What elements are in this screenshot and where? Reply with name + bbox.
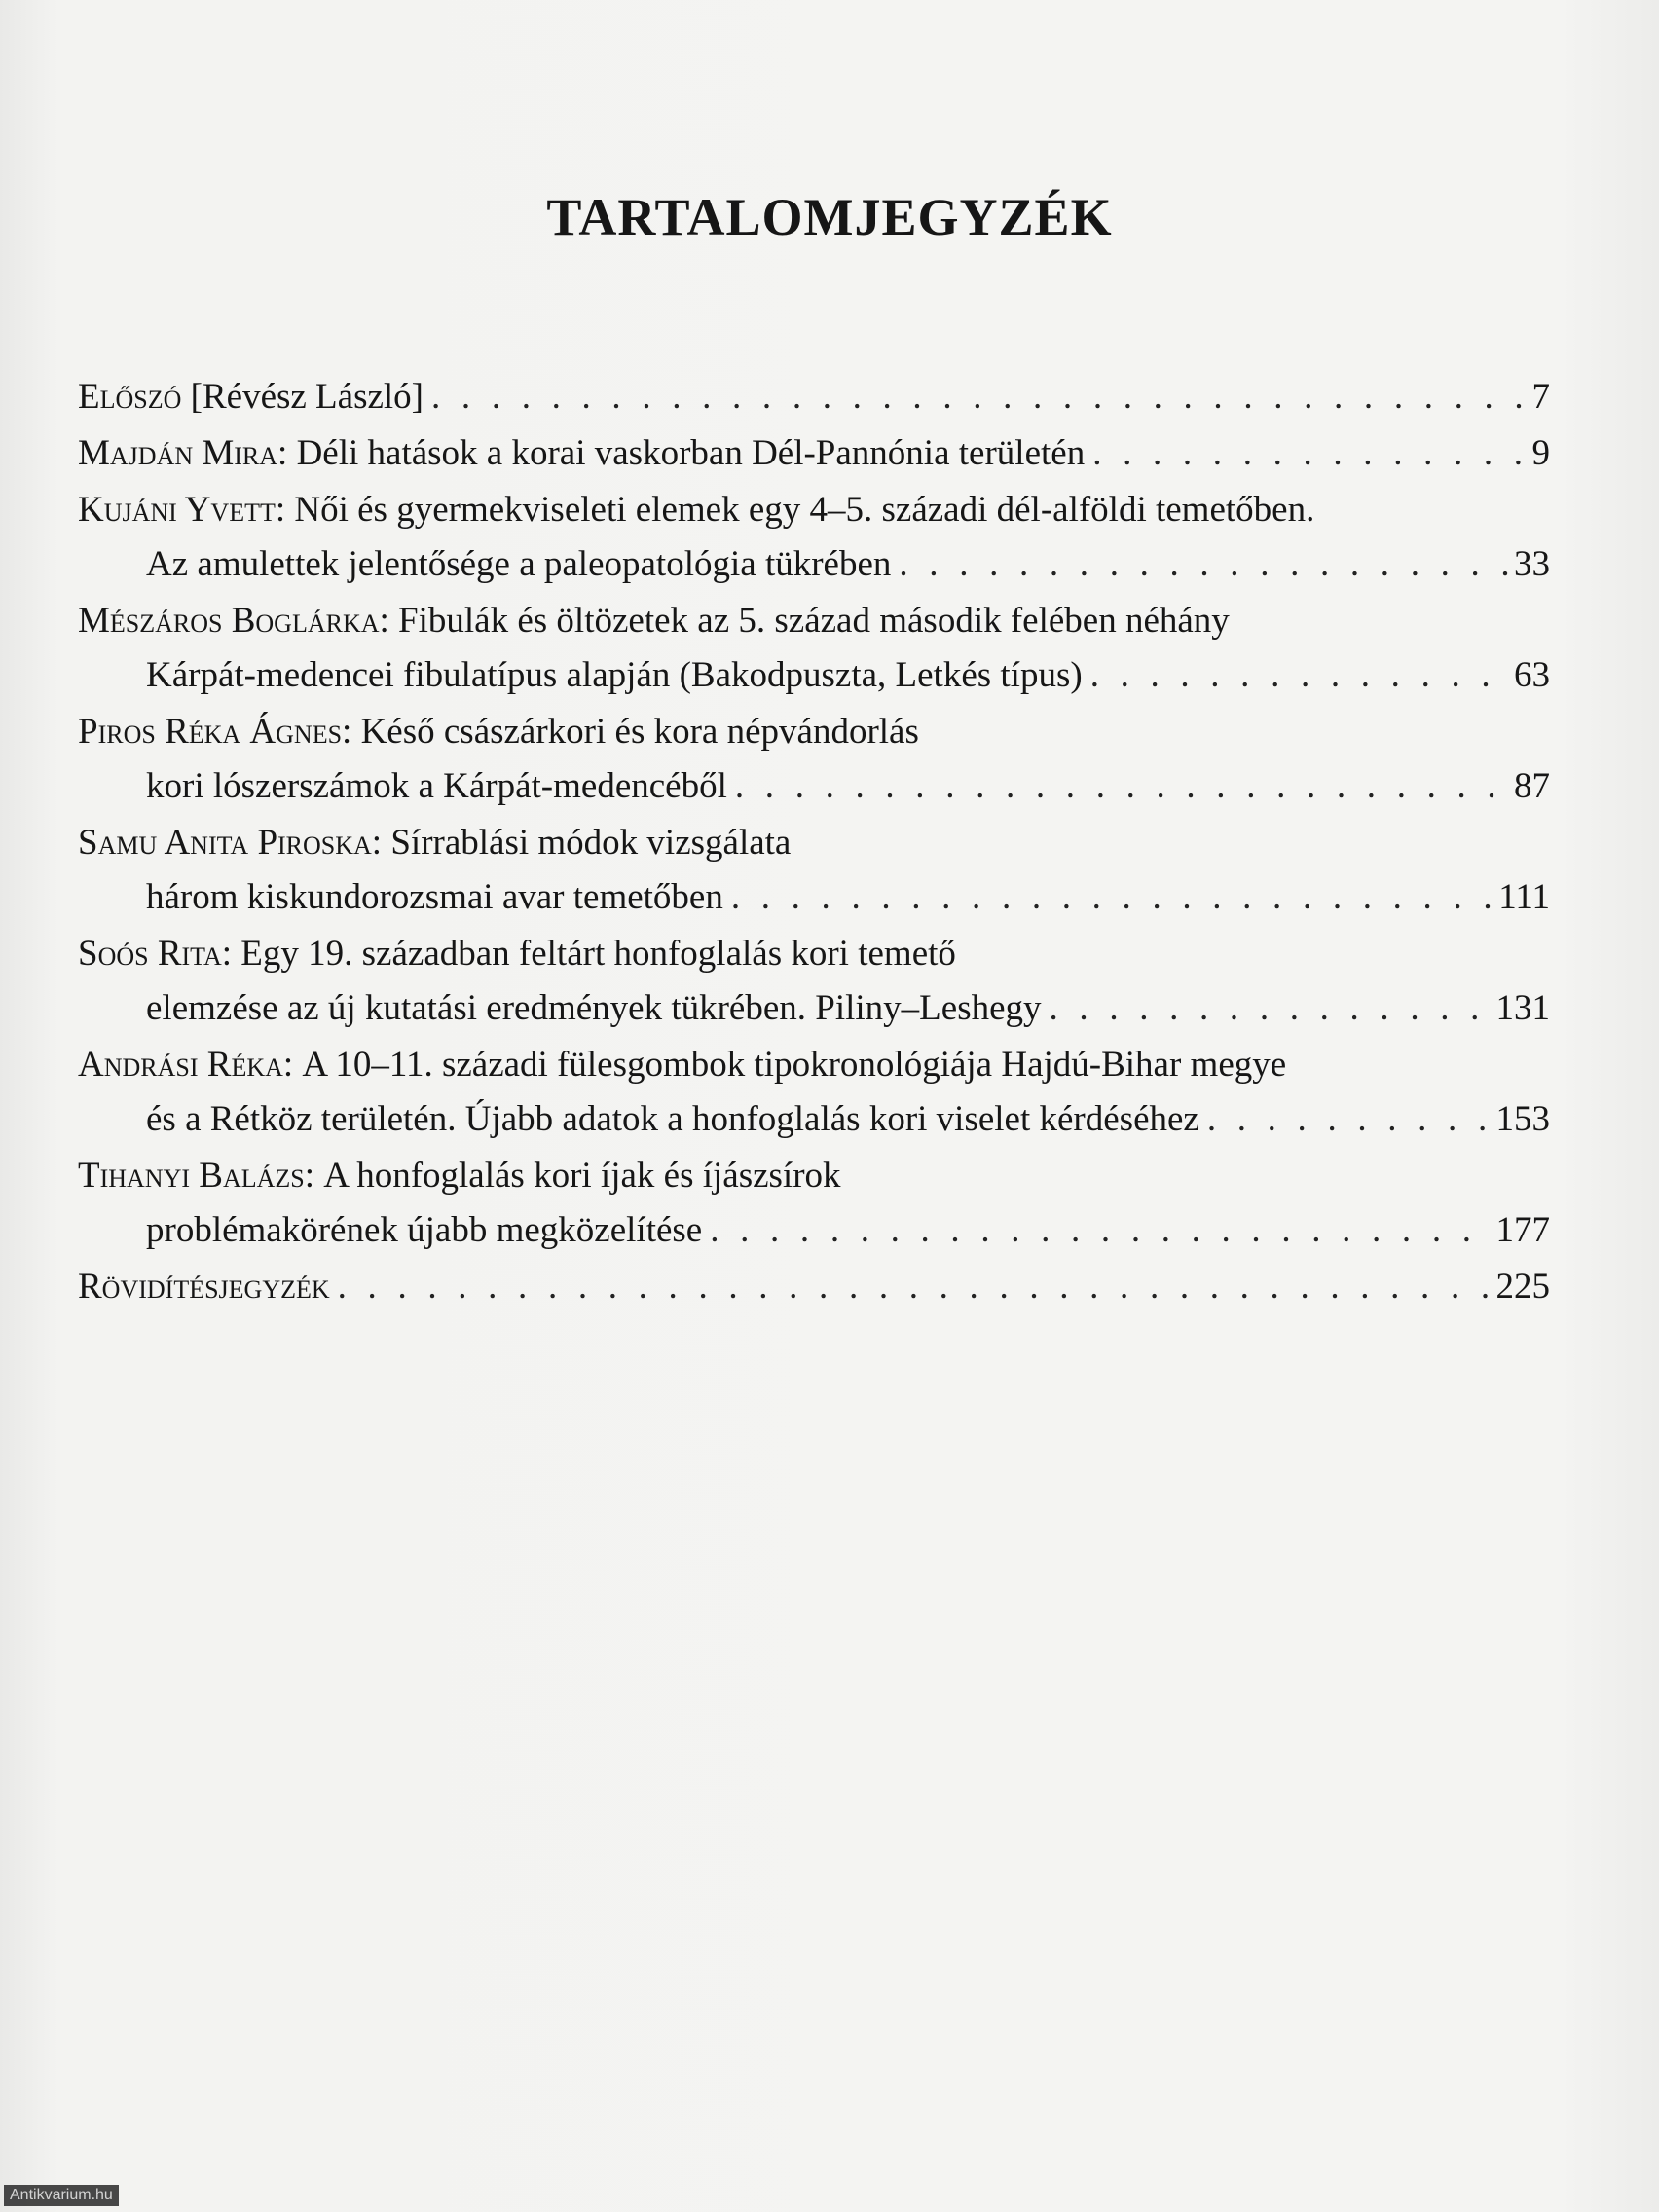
toc-title-line: Egy 19. században feltárt honfoglalás kori temető	[240, 934, 956, 974]
toc-entry-meszaros[interactable]	[78, 594, 1550, 703]
leader-dots	[1090, 648, 1508, 703]
toc-title-line: Női és gyermekviseleti elemek egy 4–5. századi dél-alföldi temetőben.	[294, 490, 1315, 530]
toc-entry-abbreviations[interactable]	[78, 1260, 1550, 1314]
toc-author: Mészáros Boglárka:	[78, 601, 389, 641]
toc-entry-kujani[interactable]	[78, 483, 1550, 592]
toc-author: Soós Rita:	[78, 934, 233, 974]
toc-title-line: problémakörének újabb megközelítése	[146, 1210, 703, 1250]
toc-title-line: és a Rétköz területén. Újabb adatok a honfoglalás kori viselet kérdéséhez	[146, 1099, 1199, 1139]
toc-entry-tihanyi[interactable]	[78, 1149, 1550, 1258]
toc-author: Majdán Mira:	[78, 433, 288, 473]
toc-entry-majdan[interactable]	[78, 426, 1550, 481]
watermark-label: Antikvarium.hu	[4, 2185, 119, 2206]
toc-author: Samu Anita Piroska:	[78, 823, 383, 863]
toc-title-line: [Révész László]	[190, 377, 424, 417]
page-title: TARTALOMJEGYZÉK	[546, 188, 1113, 246]
toc-title-line: három kiskundorozsmai avar temetőben	[146, 877, 723, 917]
leader-dots	[431, 370, 1526, 424]
leader-dots	[1092, 426, 1526, 481]
toc-title-line: Kárpát-medencei fibulatípus alapján (Bakodpuszta, Letkés típus)	[146, 655, 1083, 695]
toc-title-line: Késő császárkori és kora népvándorlás	[360, 712, 919, 752]
toc-author: Kujáni Yvett:	[78, 490, 286, 530]
toc-entry-preface[interactable]	[78, 370, 1550, 424]
toc-author: Andrási Réka:	[78, 1045, 294, 1085]
toc-title-line: A honfoglalás kori íjak és íjászsírok	[323, 1156, 841, 1196]
toc-author: Rövidítésjegyzék	[78, 1267, 330, 1307]
leader-dots	[710, 1203, 1490, 1258]
toc-title-line: elemzése az új kutatási eredmények tükrében. Piliny–Leshegy	[146, 988, 1042, 1028]
toc-page-number: 177	[1495, 1210, 1550, 1250]
toc-author: Tihanyi Balázs:	[78, 1156, 315, 1196]
toc-page-number: 7	[1531, 377, 1550, 417]
toc-page-number: 63	[1514, 655, 1550, 695]
toc-page-number: 153	[1495, 1099, 1550, 1139]
toc-page-number: 131	[1495, 988, 1550, 1028]
toc-page-number: 225	[1495, 1267, 1550, 1307]
toc-entry-piros[interactable]	[78, 705, 1550, 814]
toc-page-number: 33	[1514, 544, 1550, 584]
toc-page-number: 111	[1498, 877, 1550, 917]
leader-dots	[338, 1260, 1491, 1314]
leader-dots	[899, 537, 1508, 592]
toc-title-line: Déli hatások a korai vaskorban Dél-Pannónia területén	[296, 433, 1086, 473]
leader-dots	[735, 759, 1508, 814]
toc-title-line: Az amulettek jelentősége a paleopatológia tükrében	[146, 544, 892, 584]
leader-dots	[731, 870, 1493, 925]
toc-title-line: Sírrablási módok vizsgálata	[390, 823, 792, 863]
leader-dots	[1050, 981, 1491, 1036]
toc-entry-soos[interactable]	[78, 927, 1550, 1036]
toc-title-line: Fibulák és öltözetek az 5. század második felében néhány	[398, 601, 1230, 641]
leader-dots	[1207, 1092, 1491, 1147]
toc-entry-andrasi[interactable]	[78, 1038, 1550, 1147]
toc-author: Piros Réka Ágnes:	[78, 712, 352, 752]
toc-author: Előszó	[78, 377, 182, 417]
toc-entry-samu[interactable]	[78, 816, 1550, 925]
toc-page-number: 87	[1514, 766, 1550, 806]
table-of-contents	[78, 370, 1550, 1316]
toc-title-line: kori lószerszámok a Kárpát-medencéből	[146, 766, 727, 806]
toc-title-line: A 10–11. századi fülesgombok tipokronológiája Hajdú-Bihar megye	[302, 1045, 1287, 1085]
toc-page-number: 9	[1531, 433, 1550, 473]
